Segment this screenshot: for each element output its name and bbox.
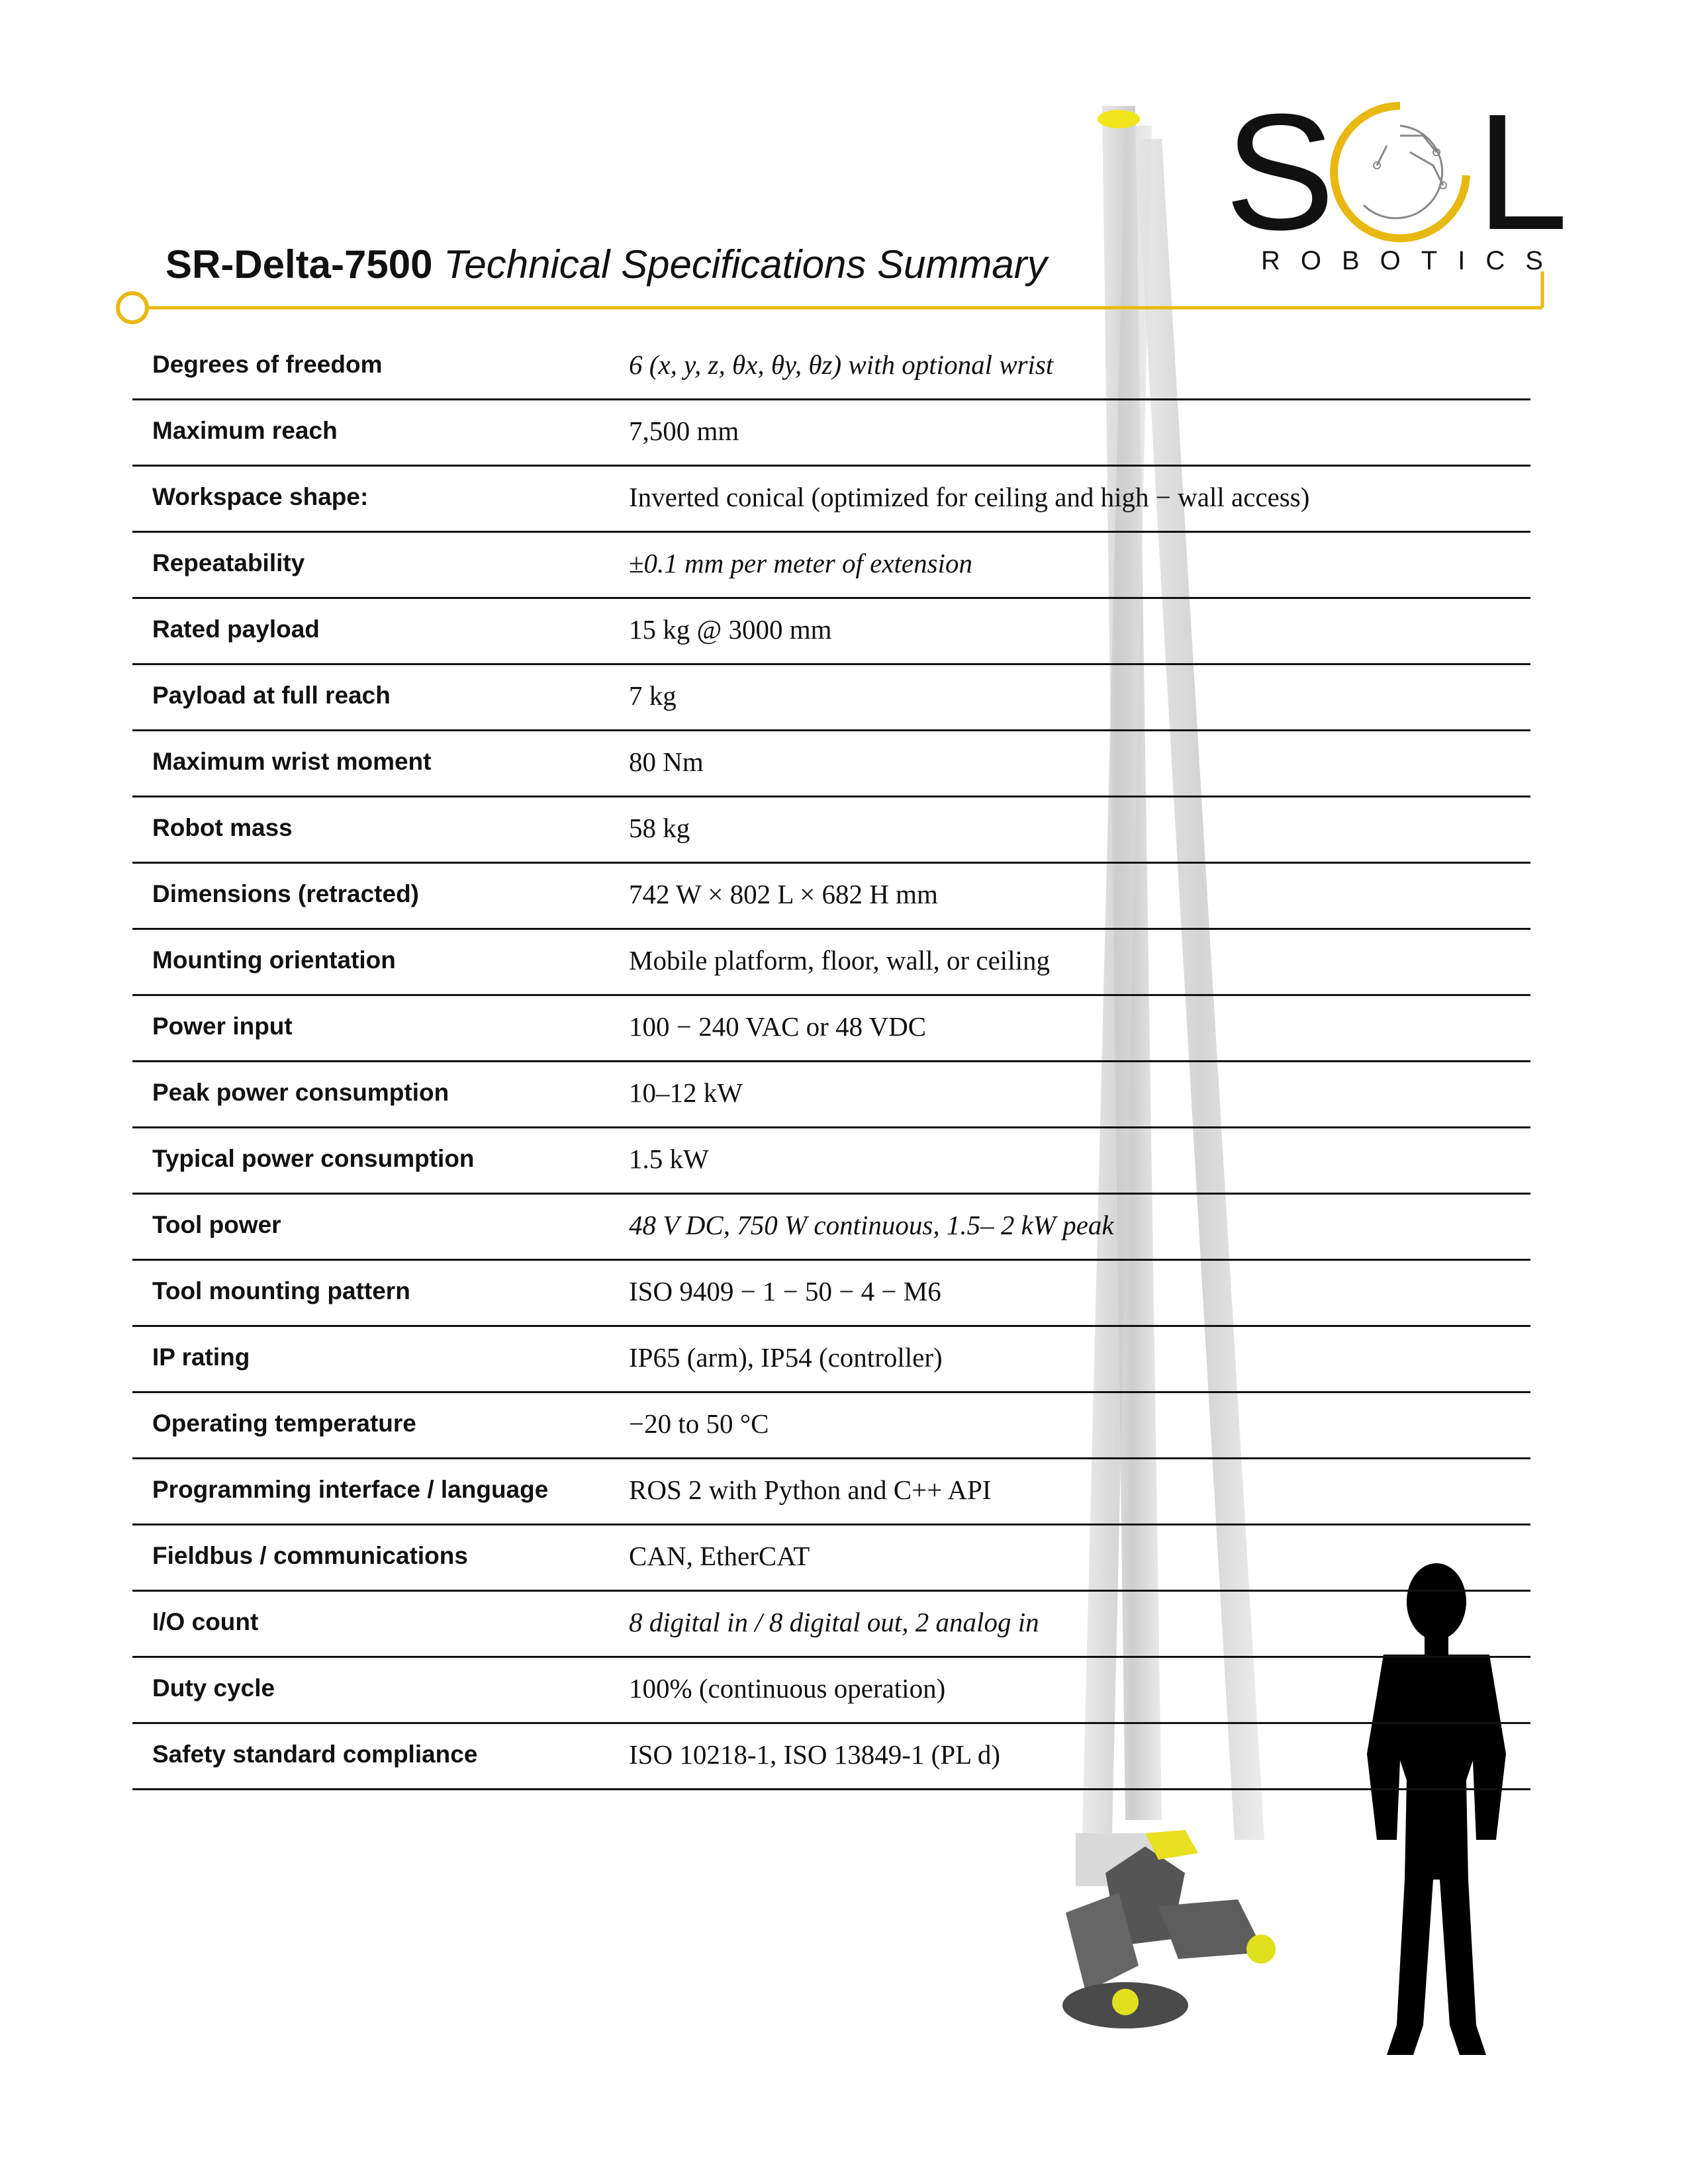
spec-row (132, 929, 1530, 995)
logo-letter-l: L (1476, 79, 1575, 264)
spec-label: IP rating (132, 1326, 629, 1392)
spec-label: Rated payload (132, 598, 629, 664)
spec-row (132, 1657, 1530, 1723)
spec-value: 100% (continuous operation) (629, 1657, 1530, 1723)
spec-value: 58 kg (629, 797, 1530, 863)
spec-row (132, 1591, 1530, 1657)
spec-row (132, 1260, 1530, 1326)
page-title-subtitle: Technical Specifications Summary (444, 242, 1047, 287)
spec-table-body (132, 334, 1530, 1790)
logo-subtitle: ROBOTICS (1261, 246, 1564, 275)
spec-value: Mobile platform, floor, wall, or ceiling (629, 929, 1530, 995)
spec-value: 1.5 kW (629, 1128, 1530, 1194)
spec-value: ISO 10218-1, ISO 13849-1 (PL d) (629, 1723, 1530, 1790)
spec-value: IP65 (arm), IP54 (controller) (629, 1326, 1530, 1392)
spec-label: Tool power (132, 1194, 629, 1260)
spec-row (132, 1459, 1530, 1525)
spec-row (132, 1723, 1530, 1790)
robot-tip (1098, 110, 1140, 128)
spec-value: 15 kg @ 3000 mm (629, 598, 1530, 664)
spec-value: 742 W × 802 L × 682 H mm (629, 863, 1530, 929)
spec-row (132, 1128, 1530, 1194)
spec-label: Workspace shape: (132, 466, 629, 532)
spec-row (132, 466, 1530, 532)
robot-yellow-disc (1246, 1934, 1276, 1964)
spec-label: Maximum wrist moment (132, 731, 629, 797)
spec-label: Safety standard compliance (132, 1723, 629, 1790)
spec-row (132, 400, 1530, 466)
spec-row (132, 731, 1530, 797)
spec-value: 7,500 mm (629, 400, 1530, 466)
spec-row (132, 995, 1530, 1062)
spec-value: 80 Nm (629, 731, 1530, 797)
spec-label: Power input (132, 995, 629, 1062)
spec-row (132, 863, 1530, 929)
spec-row (132, 1525, 1530, 1591)
spec-label: Maximum reach (132, 400, 629, 466)
spec-row (132, 1392, 1530, 1459)
spec-label: Mounting orientation (132, 929, 629, 995)
spec-label: Dimensions (retracted) (132, 863, 629, 929)
spec-value: ROS 2 with Python and C++ API (629, 1459, 1530, 1525)
spec-label: Degrees of freedom (132, 334, 629, 400)
page-title-model: SR-Delta-7500 (165, 242, 433, 287)
spec-value: 6 (x, y, z, θx, θy, θz) with optional wrist (629, 334, 1530, 400)
logo-circuit-ring-icon (1317, 93, 1483, 251)
spec-row (132, 797, 1530, 863)
spec-row (132, 1326, 1530, 1392)
spec-value: −20 to 50 °C (629, 1392, 1530, 1459)
spec-label: Duty cycle (132, 1657, 629, 1723)
spec-row (132, 532, 1530, 598)
spec-label: Programming interface / language (132, 1459, 629, 1525)
spec-label: Operating temperature (132, 1392, 629, 1459)
spec-label: Robot mass (132, 797, 629, 863)
spec-label: Typical power consumption (132, 1128, 629, 1194)
robot-yellow-disc (1112, 1989, 1139, 2015)
spec-value: CAN, EtherCAT (629, 1525, 1530, 1591)
spec-label: Fieldbus / communications (132, 1525, 629, 1591)
spec-label: Tool mounting pattern (132, 1260, 629, 1326)
spec-label: Payload at full reach (132, 664, 629, 731)
rule-circle-icon (118, 293, 147, 322)
spec-value: 48 V DC, 750 W continuous, 1.5– 2 kW peak (629, 1194, 1530, 1260)
spec-row (132, 664, 1530, 731)
logo-letter-s: S (1225, 79, 1342, 264)
spec-value: 7 kg (629, 664, 1530, 731)
spec-value: Inverted conical (optimized for ceiling and high − wall access) (629, 466, 1530, 532)
spec-label: Peak power consumption (132, 1062, 629, 1128)
spec-value: 10–12 kW (629, 1062, 1530, 1128)
spec-row (132, 1062, 1530, 1128)
sol-robotics-logo (1225, 79, 1575, 311)
spec-row (132, 334, 1530, 400)
spec-value: 8 digital in / 8 digital out, 2 analog in (629, 1591, 1530, 1657)
page-title (165, 238, 1047, 291)
spec-row (132, 598, 1530, 664)
spec-value: ±0.1 mm per meter of extension (629, 532, 1530, 598)
spec-label: I/O count (132, 1591, 629, 1657)
spec-value: ISO 9409 − 1 − 50 − 4 − M6 (629, 1260, 1530, 1326)
spec-value: 100 − 240 VAC or 48 VDC (629, 995, 1530, 1062)
spec-row (132, 1194, 1530, 1260)
spec-table (132, 334, 1530, 1790)
spec-label: Repeatability (132, 532, 629, 598)
